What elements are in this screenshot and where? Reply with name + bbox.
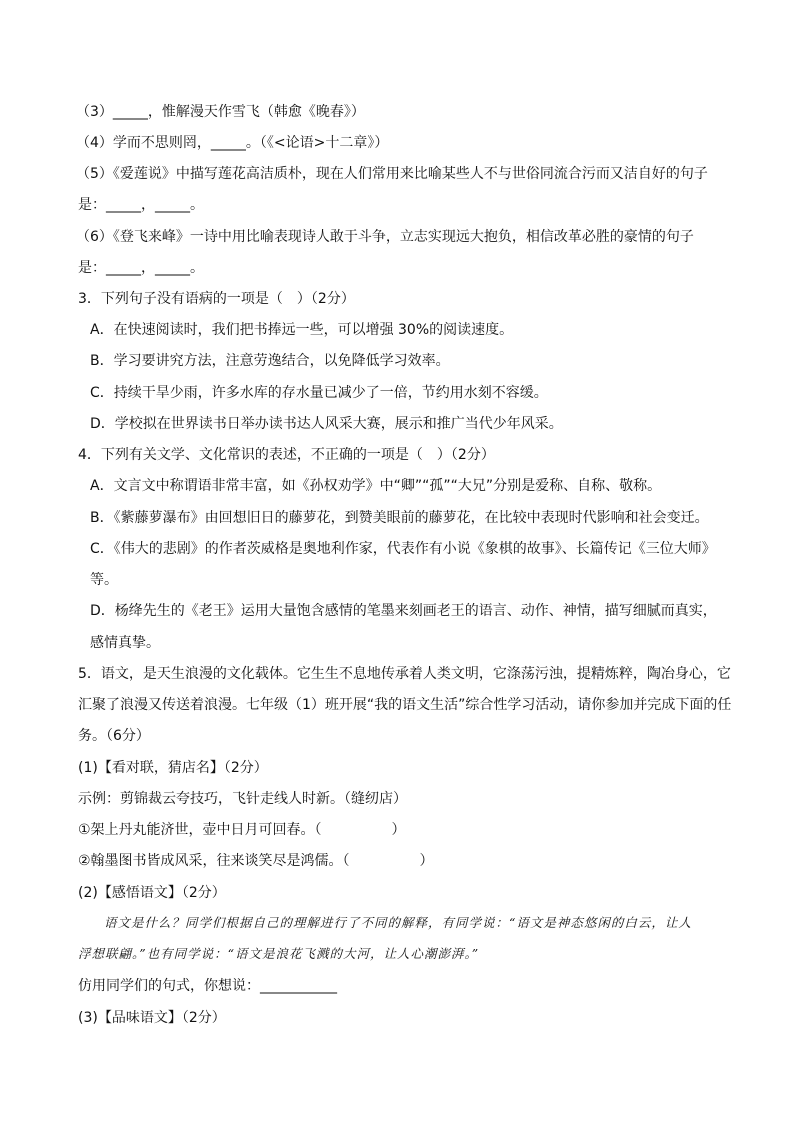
question-3-option-b: B．学习要讲究方法，注意劳逸结合，以免降低学习效率。 (90, 353, 450, 369)
question-4-option-c-1: C．《伟大的悲剧》的作者茨威格是奥地利作家，代表作有小说《象棋的故事》、长篇传记《三位大师》 (90, 541, 716, 557)
question-4-option-c-2: 等。 (90, 572, 118, 588)
question-4-title: 4．下列有关文学、文化常识的表述，不正确的一项是（ ）（2分） (78, 447, 495, 463)
line-q3-4b: 是：_____，_____。 (78, 260, 204, 276)
task-3-title: (3)【品味语文】（2分） (78, 1010, 226, 1026)
task-1-item-2: ②翰墨图书皆成风采，往来谈笑尽是鸿儒。（ ） (78, 853, 434, 869)
question-4-option-b: B．《紫藤萝瀑布》由回想旧日的藤萝花，到赞美眼前的藤萝花，在比较中表现时代影响和社会变迁。 (90, 510, 709, 526)
question-3-title: 3．下列句子没有语病的一项是（ ）（2分） (78, 291, 355, 307)
task-1-title: (1)【看对联，猜店名】（2分） (78, 760, 268, 776)
question-3-option-a: A．在快速阅读时，我们把书捧远一些，可以增强 30%的阅读速度。 (90, 322, 514, 338)
question-4-option-a: A．文言文中称谓语非常丰富，如《孙权劝学》中“卿”“孤”“大兄”分别是爱称、自称、敬称。 (90, 478, 662, 494)
task-2-title: (2)【感悟语文】（2分） (78, 885, 226, 901)
question-4-option-d-2: 感情真挚。 (90, 635, 160, 651)
line-q3-1: （3）_____，惟解漫天作雪飞（韩愈《晚春》） (76, 104, 365, 120)
question-5-intro-1: 5．语文，是天生浪漫的文化载体。它生生不息地传承着人类文明，它涤荡污浊，提精炼粹，陶冶身心，它 (78, 666, 731, 682)
question-3-option-c: C．持续干旱少雨，许多水库的存水量已减少了一倍，节约用水刻不容缓。 (90, 385, 548, 401)
task-2-quote-1: 语文是什么？同学们根据自己的理解进行了不同的解释，有同学说：“语文是神态悠闲的白云，让人 (104, 915, 692, 930)
question-3-option-d: D．学校拟在世界读书日举办读书达人风采大赛，展示和推广当代少年风采。 (90, 416, 563, 432)
task-1-example: 示例：剪锦裁云夸技巧，飞针走线人时新。（缝纫店） (78, 791, 407, 807)
question-5-intro-2: 汇聚了浪漫又传送着浪漫。七年级（1）班开展“我的语文生活”综合性学习活动，请你参加并完成下面的任 (78, 697, 732, 713)
task-2-quote-2: 浮想联翩。”也有同学说：“语文是浪花飞溅的大河，让人心潮澎湃。” (78, 946, 480, 961)
line-q3-3a: （5）《爱莲说》中描写莲花高洁质朴，现在人们常用来比喻某些人不与世俗同流合污而又洁自好的句子 (76, 166, 708, 182)
line-q3-4a: （6）《登飞来峰》一诗中用比喻表现诗人敢于斗争，立志实现远大抱负，相信改革必胜的豪情的句子 (76, 229, 694, 245)
task-1-item-1: ①架上丹丸能济世，壶中日月可回春。（ ） (78, 822, 406, 838)
question-4-option-d-1: D．杨绛先生的《老王》运用大量饱含感情的笔墨来刻画老王的语言、动作、神情，描写细腻而真实， (90, 603, 717, 619)
question-5-intro-3: 务。（6分） (78, 728, 150, 744)
line-q3-3b: 是：_____，_____。 (78, 197, 204, 213)
line-q3-2: （4）学而不思则罔，_____。（《<论语>十二章》） (76, 135, 389, 151)
task-2-prompt: 仿用同学们的句式，你想说：___________ (78, 978, 337, 994)
